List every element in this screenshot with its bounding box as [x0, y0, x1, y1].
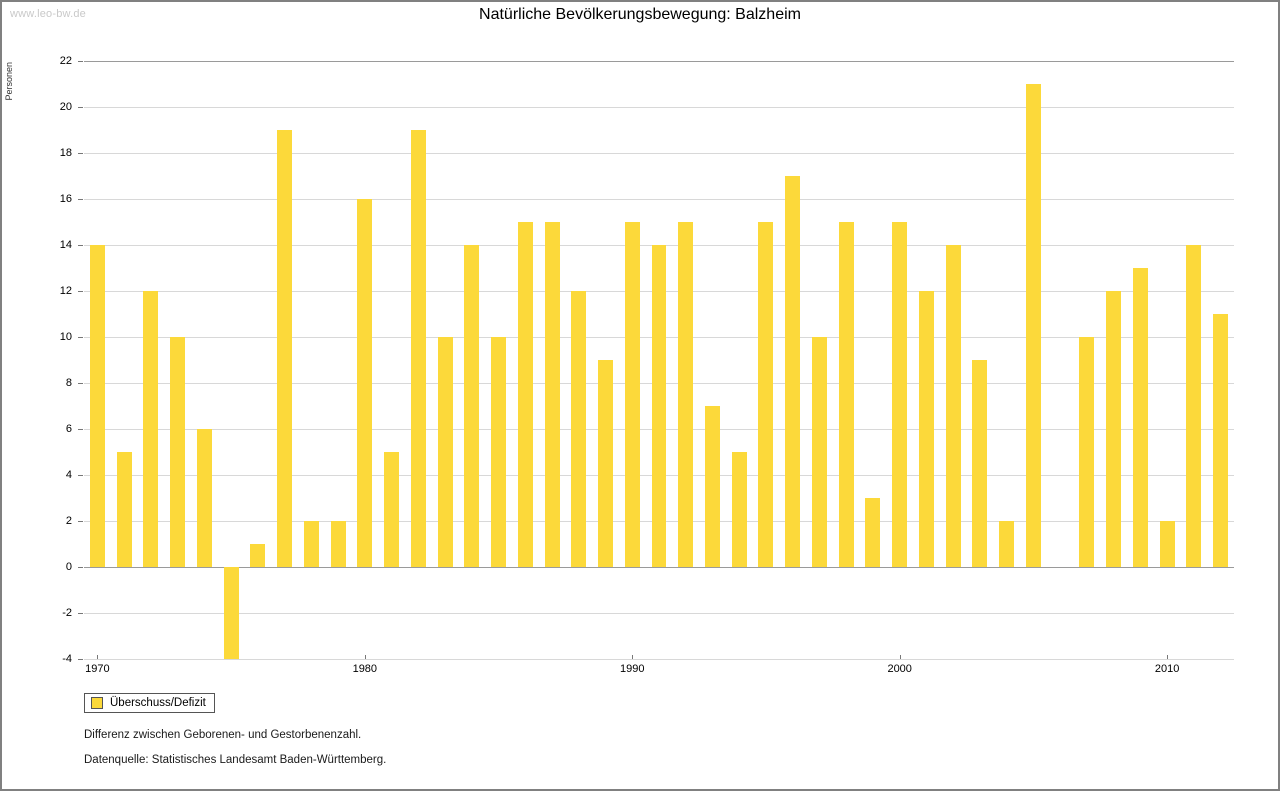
bar[interactable]: [143, 291, 158, 567]
bar[interactable]: [304, 521, 319, 567]
x-axis-tick-mark: [632, 655, 633, 659]
y-axis-tick-label: 20: [59, 101, 72, 113]
y-axis-ticks: [2, 55, 80, 665]
bar[interactable]: [250, 544, 265, 567]
bar[interactable]: [411, 130, 426, 567]
y-axis-tick-mark: [78, 383, 83, 384]
x-axis-tick-label: 1970: [85, 663, 110, 675]
bar[interactable]: [865, 498, 880, 567]
gridline: [84, 613, 1234, 614]
bar[interactable]: [571, 291, 586, 567]
y-axis-tick-label: 22: [59, 55, 72, 67]
bar[interactable]: [491, 337, 506, 567]
y-axis-tick-mark: [78, 337, 83, 338]
bar[interactable]: [812, 337, 827, 567]
bar[interactable]: [331, 521, 346, 567]
bar[interactable]: [1160, 521, 1175, 567]
bar[interactable]: [1106, 291, 1121, 567]
bar[interactable]: [972, 360, 987, 567]
x-axis-ticks: [84, 659, 1234, 683]
legend-color-swatch: [91, 697, 103, 709]
bar[interactable]: [170, 337, 185, 567]
x-axis-tick-label: 2010: [1154, 663, 1180, 675]
bar[interactable]: [518, 222, 533, 567]
x-axis-tick-label: 1980: [352, 663, 378, 675]
y-axis-tick-label: 4: [65, 469, 72, 481]
x-axis-tick-label: 1990: [620, 663, 645, 675]
bar[interactable]: [919, 291, 934, 567]
footnote-source: Datenquelle: Statistisches Landesamt Baden-Württemberg.: [84, 754, 387, 766]
bar[interactable]: [625, 222, 640, 567]
bar[interactable]: [90, 245, 105, 567]
y-axis-tick-mark: [78, 659, 83, 660]
bar[interactable]: [652, 245, 667, 567]
bar[interactable]: [1133, 268, 1148, 567]
bar[interactable]: [464, 245, 479, 567]
bar[interactable]: [758, 222, 773, 567]
bar[interactable]: [1079, 337, 1094, 567]
bar[interactable]: [705, 406, 720, 567]
y-axis-tick-label: 16: [59, 193, 72, 205]
x-axis-tick-mark: [1167, 655, 1168, 659]
y-axis-tick-mark: [78, 521, 83, 522]
legend-label: Überschuss/Defizit: [110, 697, 206, 709]
gridline: [84, 567, 1234, 568]
x-axis-tick-mark: [900, 655, 901, 659]
y-axis-tick-mark: [78, 567, 83, 568]
y-axis-tick-mark: [78, 475, 83, 476]
footnote-definition: Differenz zwischen Geborenen- und Gestorbenenzahl.: [84, 729, 362, 741]
y-axis-tick-label: 6: [65, 423, 72, 435]
x-axis-tick-label: 2000: [887, 663, 912, 675]
gridline: [84, 61, 1234, 62]
bar[interactable]: [545, 222, 560, 567]
bar[interactable]: [839, 222, 854, 567]
y-axis-tick-mark: [78, 107, 83, 108]
y-axis-tick-label: 12: [59, 285, 72, 297]
bar[interactable]: [598, 360, 613, 567]
y-axis-tick-label: -4: [62, 653, 72, 665]
bar[interactable]: [678, 222, 693, 567]
bar[interactable]: [438, 337, 453, 567]
y-axis-tick-label: 18: [59, 147, 72, 159]
page-title: Natürliche Bevölkerungsbewegung: Balzheim: [479, 6, 801, 23]
bar[interactable]: [946, 245, 961, 567]
legend[interactable]: [84, 693, 215, 713]
y-axis-tick-label: 8: [65, 377, 72, 389]
y-axis-label: Personen: [4, 62, 14, 101]
gridline: [84, 199, 1234, 200]
y-axis-tick-label: 2: [65, 515, 72, 527]
plot-area: [84, 61, 1234, 659]
bar[interactable]: [1213, 314, 1228, 567]
bar[interactable]: [357, 199, 372, 567]
watermark-text: www.leo-bw.de: [10, 8, 86, 20]
bar[interactable]: [277, 130, 292, 567]
y-axis-tick-mark: [78, 429, 83, 430]
y-axis-tick-label: 14: [59, 239, 72, 251]
y-axis-tick-mark: [78, 245, 83, 246]
bar[interactable]: [1186, 245, 1201, 567]
y-axis-tick-label: -2: [62, 607, 72, 619]
gridline: [84, 107, 1234, 108]
y-axis-tick-label: 0: [65, 561, 72, 573]
y-axis-tick-mark: [78, 199, 83, 200]
y-axis-tick-mark: [78, 291, 83, 292]
bar[interactable]: [732, 452, 747, 567]
x-axis-tick-mark: [97, 655, 98, 659]
bar[interactable]: [384, 452, 399, 567]
y-axis-tick-mark: [78, 613, 83, 614]
bar[interactable]: [892, 222, 907, 567]
bar[interactable]: [785, 176, 800, 567]
bar[interactable]: [117, 452, 132, 567]
y-axis-tick-label: 10: [59, 331, 72, 343]
gridline: [84, 153, 1234, 154]
x-axis-tick-mark: [365, 655, 366, 659]
bar[interactable]: [224, 567, 239, 659]
y-axis-tick-mark: [78, 61, 83, 62]
y-axis-tick-mark: [78, 153, 83, 154]
bar[interactable]: [1026, 84, 1041, 567]
bar[interactable]: [197, 429, 212, 567]
bar[interactable]: [999, 521, 1014, 567]
